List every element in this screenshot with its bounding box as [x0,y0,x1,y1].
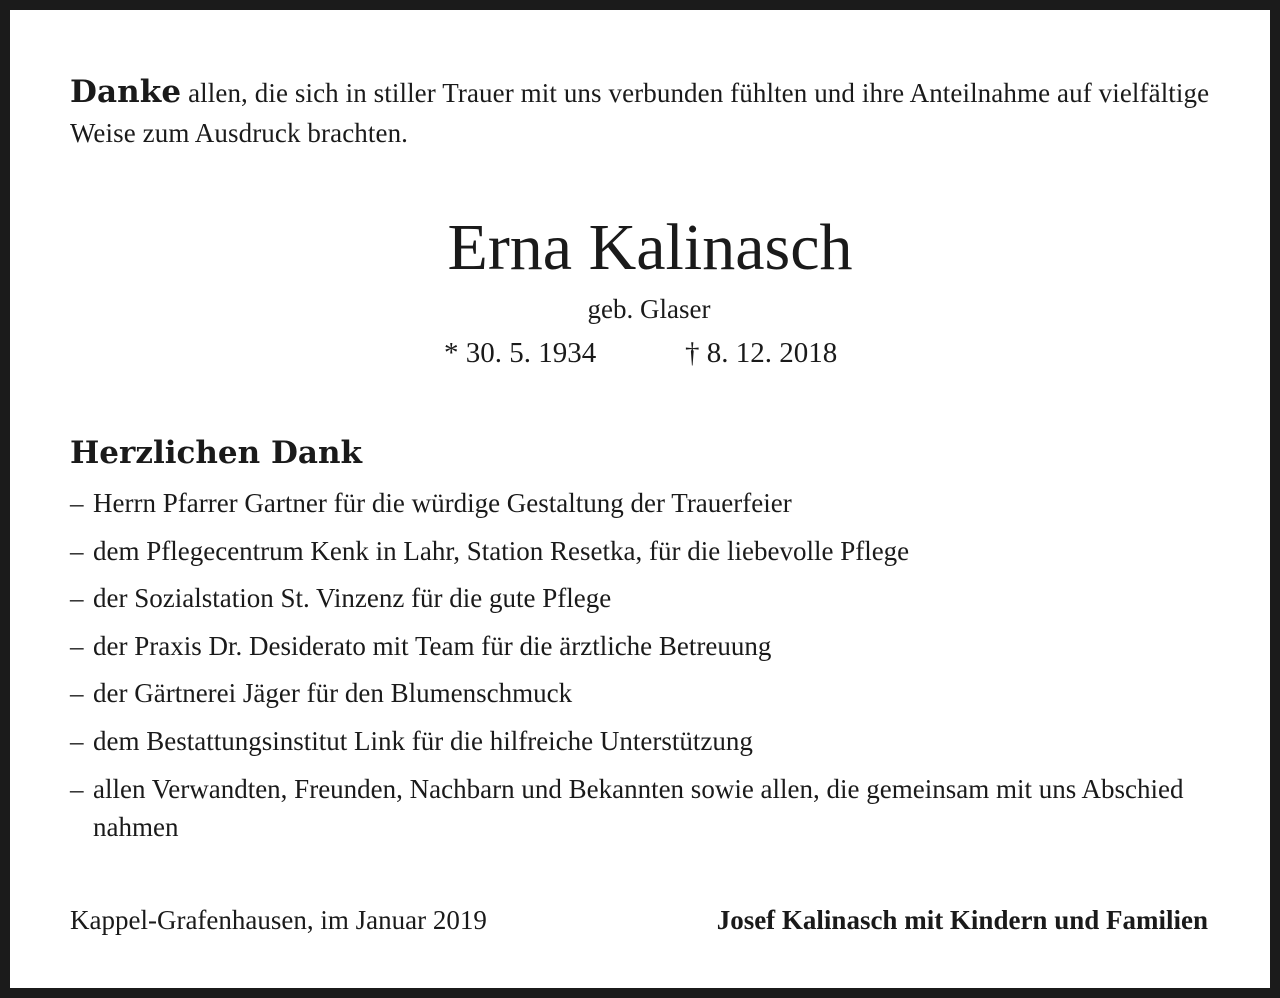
list-item-text: Herrn Pfarrer Gartner für die würdige Gestaltung der Trauerfeier [93,488,792,518]
list-item-text: dem Bestattungsinstitut Link für die hilfreiche Unterstützung [93,725,753,756]
list-item [70,674,1230,712]
dash-bullet: – [70,773,84,804]
birth-date: * 30. 5. 1934 [444,337,597,369]
dash-bullet: – [70,630,84,661]
place-and-date: Kappel-Grafenhausen, im Januar 2019 [70,905,487,935]
deceased-name: Erna Kalinasch [447,211,853,284]
list-item [70,532,1230,570]
list-item-text: allen Verwandten, Freunden, Nachbarn und Bekannten sowie allen, die gemeinsam mit uns Abschied nahmen [93,773,1184,842]
list-item-text: der Praxis Dr. Desiderato mit Team für die ärztliche Betreuung [93,630,772,661]
list-item-text: dem Pflegecentrum Kenk in Lahr, Station Resetka, für die liebevolle Pflege [93,535,910,566]
dash-bullet: – [70,583,84,614]
maiden-name: geb. Glaser [587,294,711,324]
list-item [70,579,1230,617]
intro-text: allen, die sich in stiller Trauer mit uns verbunden fühlten und ihre Anteilnahme auf vielfältige Weise zum Ausdruck brachten. [70,78,1210,148]
list-item [70,627,1230,665]
list-item-text: der Gärtnerei Jäger für den Blumenschmuck [93,678,573,709]
list-item [70,770,1230,846]
signature: Josef Kalinasch mit Kindern und Familien [716,905,1208,935]
dash-bullet: – [70,488,84,518]
death-date: † 8. 12. 2018 [685,337,838,369]
intro-lead-word: Danke [70,74,182,110]
list-item [70,722,1230,760]
thanks-list [70,484,1230,855]
dash-bullet: – [70,535,84,566]
list-item-text: der Sozialstation St. Vinzenz für die gute Pflege [93,583,612,614]
thanks-heading: Herzlichen Dank [70,435,362,471]
dash-bullet: – [70,678,84,709]
intro-paragraph [70,72,1235,153]
dash-bullet: – [70,725,84,756]
list-item [70,484,1230,522]
life-dates [10,333,1280,373]
